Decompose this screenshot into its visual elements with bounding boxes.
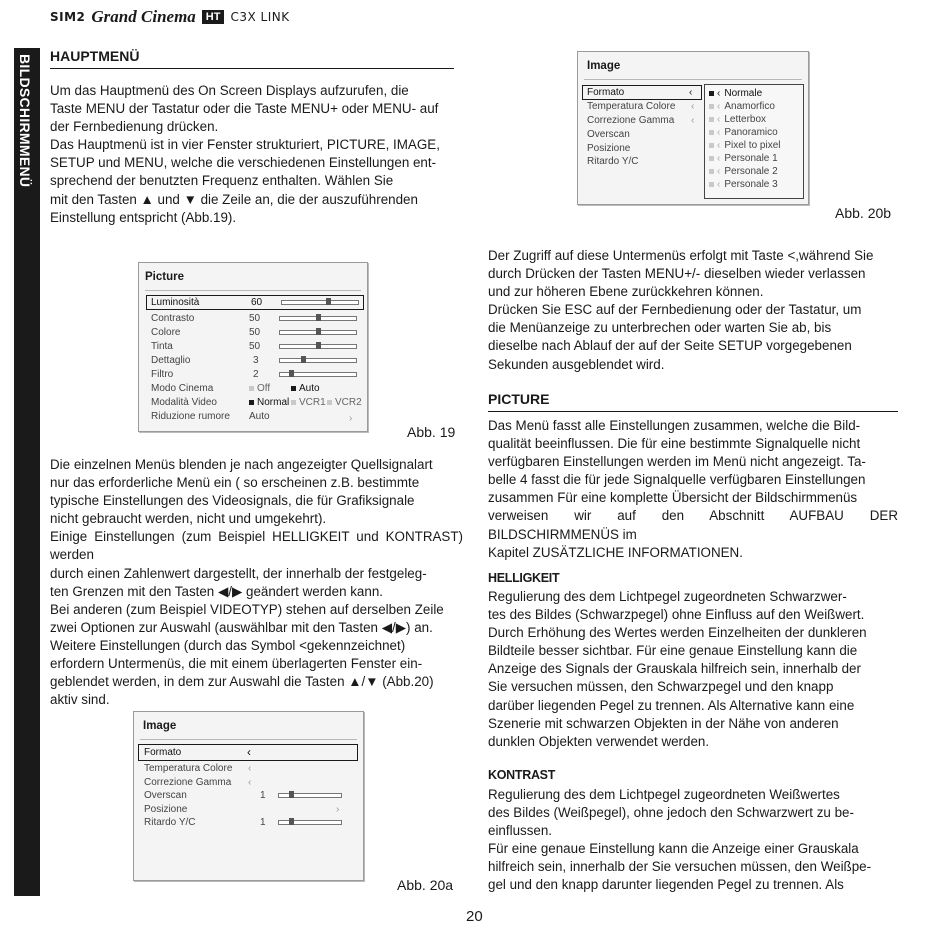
radio-off-icon — [709, 117, 714, 122]
option-auto[interactable] — [291, 382, 320, 395]
chevron-left-icon: ‹ — [717, 127, 721, 138]
row-label: Posizione — [144, 804, 188, 815]
item-label: Pixel to pixel — [724, 140, 781, 151]
radio-on-icon — [709, 91, 714, 96]
item-label: Personale 1 — [724, 153, 778, 164]
text-line: Weitere Einstellungen (durch das Symbol <gekennzeichnet) — [50, 637, 406, 653]
kontrast-paragraph — [488, 786, 898, 895]
slider-knob[interactable] — [316, 342, 321, 349]
panel-title: Image — [143, 720, 177, 732]
menu-row-formato[interactable] — [138, 744, 358, 761]
section-rule — [488, 411, 898, 412]
row-value: Auto — [249, 411, 270, 422]
text-line: Anzeige des Signals der Grauskala hilfreich sein, innerhalb der — [488, 661, 861, 677]
menu-row-filtro[interactable] — [151, 368, 361, 381]
chevron-left-icon: ‹ — [691, 115, 695, 126]
option-label: VCR2 — [335, 397, 362, 408]
panel-rule — [584, 79, 802, 80]
option-normal[interactable] — [249, 396, 289, 409]
figure-caption-abb19: Abb. 19 — [407, 424, 456, 440]
menu-row-temperatura-colore[interactable] — [587, 100, 699, 113]
chevron-left-icon: ‹ — [717, 101, 721, 112]
radio-off-icon — [291, 400, 296, 405]
text-line: Das Hauptmenü ist in vier Fenster strukturiert, PICTURE, IMAGE, — [50, 137, 440, 153]
item-label: Panoramico — [724, 127, 778, 138]
row-label: Colore — [151, 327, 181, 338]
body-paragraph — [50, 456, 463, 709]
chapter-sidebar — [14, 48, 40, 896]
text-line: und zur höheren Ebene zurückkehren können. — [488, 284, 764, 300]
menu-row-correzione-gamma[interactable] — [587, 114, 699, 127]
menu-row-overscan[interactable] — [144, 789, 354, 802]
chevron-right-icon: › — [336, 804, 340, 815]
value-slider[interactable] — [279, 316, 357, 321]
chevron-left-icon: ‹ — [717, 166, 721, 177]
section-rule — [50, 68, 454, 69]
text-line: gel und den knapp darunter liegenden Pegel zu trennen. Als — [488, 877, 844, 893]
text-line: Sekunden ausgeblendet wird. — [488, 356, 665, 372]
text-line: Einstellung entspricht (Abb.19). — [50, 209, 237, 225]
slider-knob[interactable] — [289, 370, 294, 377]
submenu-item-personale-2[interactable] — [709, 165, 778, 178]
row-value: 60 — [251, 297, 263, 308]
image-submenu-panel — [577, 51, 809, 205]
item-label: Personale 2 — [724, 166, 778, 177]
figure-caption-abb20a: Abb. 20a — [397, 877, 454, 893]
text-line: die Menüanzeige zu unterbrechen oder warten Sie ab, bis — [488, 320, 832, 336]
slider-knob[interactable] — [289, 818, 294, 825]
radio-off-icon — [709, 156, 714, 161]
submenu-item-normale[interactable] — [709, 87, 762, 100]
panel-title: Image — [587, 60, 621, 72]
submenu-item-letterbox[interactable] — [709, 113, 766, 126]
text-line: Der Zugriff auf diese Untermenüs erfolgt mit Taste <,während Sie — [488, 248, 874, 263]
chevron-left-icon: ‹ — [248, 777, 252, 788]
menu-row-posizione[interactable] — [144, 803, 354, 816]
text-line: tes des Bildes (Schwarzpegel) ohne Einfluss auf den Weißwert. — [488, 607, 865, 623]
value-slider[interactable] — [278, 820, 342, 825]
slider-knob[interactable] — [301, 356, 306, 363]
menu-row-overscan[interactable] — [587, 128, 630, 141]
row-label: Temperatura Colore — [587, 101, 676, 112]
option-label: Auto — [299, 383, 320, 394]
value-slider[interactable] — [279, 344, 357, 349]
item-label: Anamorfico — [724, 101, 775, 112]
text-line: Sie versuchen müssen, den Schwarzpegel und den knapp — [488, 679, 834, 695]
value-slider[interactable] — [278, 793, 342, 798]
text-line: einflussen. — [488, 823, 553, 839]
value-slider[interactable] — [279, 372, 357, 377]
radio-off-icon — [709, 130, 714, 135]
text-line: aktiv sind. — [50, 692, 110, 708]
chevron-left-icon: ‹ — [717, 114, 721, 125]
text-line: Kapitel ZUSÄTZLICHE INFORMATIONEN. — [488, 544, 743, 560]
value-slider[interactable] — [281, 300, 359, 305]
menu-row-dettaglio[interactable] — [151, 354, 361, 367]
radio-off-icon — [709, 169, 714, 174]
submenu-paragraph — [488, 247, 898, 374]
chevron-left-icon: ‹ — [717, 88, 721, 99]
submenu-item-pixel-to-pixel[interactable] — [709, 139, 780, 152]
chevron-right-icon: › — [349, 413, 353, 424]
row-label: Modalità Video — [151, 397, 217, 408]
row-value: 2 — [253, 369, 259, 380]
item-label: Letterbox — [724, 114, 767, 125]
row-label: Temperatura Colore — [144, 763, 233, 774]
text-line: verfügbaren Einstellungen werden im Menü nicht angezeigt. Ta- — [488, 454, 866, 470]
menu-row-ritardo-yc[interactable] — [144, 816, 354, 829]
row-value: 50 — [249, 313, 261, 324]
text-line: verweisen wir auf den Abschnitt AUFBAU DER BILDSCHIRMMENÜS im — [488, 508, 898, 542]
picture-paragraph — [488, 417, 898, 562]
row-value: 1 — [260, 790, 266, 801]
option-label: Off — [257, 383, 271, 394]
row-label: Luminosità — [151, 297, 200, 308]
chevron-left-icon: ‹ — [717, 179, 721, 190]
text-line: mit den Tasten ▲ und ▼ die Zeile an, die der auszuführenden — [50, 191, 418, 207]
radio-off-icon — [709, 143, 714, 148]
picture-menu-panel — [138, 262, 368, 432]
text-line: ten Grenzen mit den Tasten ◀/▶ geändert werden kann. — [50, 583, 383, 599]
panel-rule — [140, 739, 357, 740]
text-line: typische Einstellungen des Videosignals, die für Grafiksignale — [50, 493, 415, 509]
panel-title: Picture — [145, 271, 184, 283]
text-line: Das Menü fasst alle Einstellungen zusammen, welche die Bild- — [488, 418, 861, 433]
row-label: Filtro — [151, 369, 174, 380]
text-line: qualität beeinflussen. Die für eine bestimmte Signalquelle nicht — [488, 436, 861, 452]
menu-row-modo-cinema[interactable] — [151, 382, 361, 395]
row-value: 1 — [260, 817, 266, 828]
row-label: Posizione — [587, 143, 631, 154]
brand-c3x-link: C3X LINK — [230, 10, 290, 24]
radio-off-icon — [327, 400, 332, 405]
text-line: Regulierung des dem Lichtpegel zugeordneten Weißwertes — [488, 787, 840, 802]
text-line: darüber liegenden Pegel zu trennen. Als Alternative kann eine — [488, 697, 855, 713]
menu-row-ritardo-yc[interactable] — [587, 155, 639, 168]
text-line: sprechend der benutzten Frequenz enthalten. Wählen Sie — [50, 173, 394, 189]
panel-rule — [145, 290, 361, 291]
text-line: nur das erforderliche Menü ein ( so erscheinen z.B. bestimmte — [50, 475, 420, 491]
text-line: SETUP und MENU, welche die verschiedenen Einstellungen ent- — [50, 155, 437, 171]
page-header — [50, 6, 290, 28]
chapter-label: BILDSCHIRMMENÜ — [17, 54, 33, 188]
menu-row-posizione[interactable] — [587, 142, 630, 155]
row-label: Formato — [144, 747, 182, 758]
subsection-title-kontrast: KONTRAST — [488, 768, 556, 782]
text-line: dunklen Objekten verwendet werden. — [488, 733, 710, 749]
value-slider[interactable] — [279, 358, 357, 363]
item-label: Personale 3 — [724, 179, 778, 190]
text-line: der Fernbedienung drücken. — [50, 119, 219, 135]
text-line: Bildteile besser sichtbar. Für eine genaue Einstellung kann die — [488, 643, 858, 659]
brand-ht-badge: HT — [202, 10, 225, 24]
brand-grand-cinema: Grand Cinema — [91, 7, 196, 26]
submenu-item-personale-1[interactable] — [709, 152, 778, 165]
row-label: Riduzione rumore — [151, 411, 230, 422]
menu-row-temperatura-colore[interactable] — [144, 762, 354, 775]
item-label: Normale — [724, 88, 763, 99]
text-line: zusammen Für eine komplette Übersicht der Bildschirmmenüs — [488, 490, 858, 506]
menu-row-contrasto[interactable] — [151, 312, 361, 325]
menu-row-formato[interactable] — [582, 85, 702, 100]
menu-row-riduzione-rumore[interactable] — [151, 410, 361, 423]
text-line: Um das Hauptmenü des On Screen Displays aufzurufen, die — [50, 83, 409, 98]
chevron-left-icon: ‹ — [717, 153, 721, 164]
chevron-left-icon: ‹ — [689, 87, 693, 98]
text-line: Bei anderen (zum Beispiel VIDEOTYP) stehen auf derselben Zeile — [50, 601, 444, 617]
menu-row-colore[interactable] — [151, 326, 361, 339]
row-label: Ritardo Y/C — [144, 817, 196, 828]
section-title-hauptmenu: HAUPTMENÜ — [50, 48, 140, 64]
row-value: 50 — [249, 327, 261, 338]
option-label: VCR1 — [299, 397, 326, 408]
text-line: durch einen Zahlenwert dargestellt, der innerhalb der festgeleg- — [50, 565, 427, 581]
text-line: belle 4 fasst die für jede Signalquelle verfügbaren Einstellungen — [488, 472, 866, 488]
slider-knob[interactable] — [289, 791, 294, 798]
row-label: Formato — [587, 87, 625, 98]
chevron-left-icon: ‹ — [248, 763, 252, 774]
option-vcr2[interactable] — [327, 396, 362, 409]
text-line: Durch Erhöhung des Wertes werden Einzelheiten der dunkleren — [488, 625, 867, 641]
slider-knob[interactable] — [326, 298, 331, 305]
slider-knob[interactable] — [316, 314, 321, 321]
radio-on-icon — [249, 400, 254, 405]
chevron-left-icon: ‹ — [691, 101, 695, 112]
text-line: dieselbe nach Ablauf der auf der Seite SETUP vorgegebenen — [488, 338, 852, 354]
text-line: erfordern Untermenüs, die mit einem überlagerten Fenster ein- — [50, 656, 423, 672]
text-line: Für eine genaue Einstellung kann die Anzeige einer Grauskala — [488, 841, 859, 857]
submenu-item-anamorfico[interactable] — [709, 100, 775, 113]
menu-row-modalita-video[interactable] — [151, 396, 361, 409]
row-label: Tinta — [151, 341, 173, 352]
row-value: 50 — [249, 341, 261, 352]
helligkeit-paragraph — [488, 588, 898, 751]
row-label: Correzione Gamma — [587, 115, 675, 126]
row-label: Overscan — [144, 790, 187, 801]
figure-caption-abb20b: Abb. 20b — [835, 205, 892, 221]
text-line: geblendet werden, in dem zur Auswahl die Tasten ▲/▼ (Abb.20) — [50, 674, 434, 690]
text-line: des Bildes (Weißpegel), ohne jedoch den Schwarzwert zu be- — [488, 805, 854, 821]
row-label: Modo Cinema — [151, 383, 214, 394]
menu-row-luminosita[interactable] — [146, 295, 364, 310]
text-line: Die einzelnen Menüs blenden je nach angezeigter Quellsignalart — [50, 457, 433, 472]
value-slider[interactable] — [279, 330, 357, 335]
image-menu-panel — [133, 711, 364, 881]
text-line: Einige Einstellungen (zum Beispiel HELLIGKEIT und KONTRAST) werden — [50, 529, 463, 563]
row-label: Ritardo Y/C — [587, 156, 639, 167]
chevron-left-icon: ‹ — [247, 745, 251, 759]
submenu-item-panoramico[interactable] — [709, 126, 778, 139]
option-label: Normal — [257, 397, 290, 408]
row-label: Correzione Gamma — [144, 777, 232, 788]
menu-row-correzione-gamma[interactable] — [144, 776, 354, 789]
formato-submenu — [704, 84, 804, 199]
menu-row-tinta[interactable] — [151, 340, 361, 353]
text-line: Taste MENU der Tastatur oder die Taste MENU+ oder MENU- auf — [50, 101, 439, 117]
row-label: Dettaglio — [151, 355, 191, 366]
text-line: nicht gebraucht werden, nicht und umgekehrt). — [50, 511, 327, 527]
text-line: durch Drücken der Tasten MENU+/- dieselben wieder verlassen — [488, 266, 866, 282]
radio-off-icon — [709, 104, 714, 109]
radio-off-icon — [709, 182, 714, 187]
subsection-title-helligkeit: HELLIGKEIT — [488, 571, 560, 585]
intro-paragraph — [50, 82, 454, 227]
submenu-item-personale-3[interactable] — [709, 178, 778, 191]
text-line: zwei Optionen zur Auswahl (auswählbar mit den Tasten ◀/▶) an. — [50, 619, 433, 635]
radio-off-icon — [249, 386, 254, 391]
text-line: Drücken Sie ESC auf der Fernbedienung oder der Tastatur, um — [488, 302, 862, 318]
page-number: 20 — [466, 908, 483, 925]
brand-sim2: SIM2 — [50, 10, 86, 24]
slider-knob[interactable] — [316, 328, 321, 335]
text-line: hilfreich sein, innerhalb der Sie versuchen müssen, den Weißpe- — [488, 859, 872, 875]
text-line: Szenerie mit schwarzen Objekten in der Nähe von anderen — [488, 715, 839, 731]
text-line: Regulierung des dem Lichtpegel zugeordneten Schwarzwer- — [488, 589, 847, 604]
row-label: Overscan — [587, 129, 630, 140]
option-vcr1[interactable] — [291, 396, 326, 409]
option-off[interactable] — [249, 382, 270, 395]
chevron-left-icon: ‹ — [717, 140, 721, 151]
row-value: 3 — [253, 355, 259, 366]
row-label: Contrasto — [151, 313, 195, 324]
radio-on-icon — [291, 386, 296, 391]
section-title-picture: PICTURE — [488, 391, 550, 407]
